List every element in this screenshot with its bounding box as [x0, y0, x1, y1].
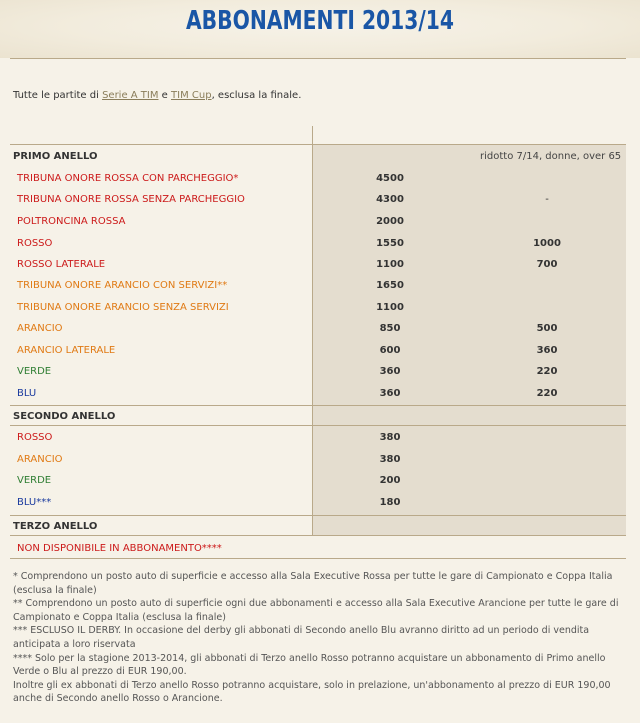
- section-terzo-anello: [10, 516, 626, 538]
- row-label: VERDE: [17, 475, 52, 486]
- row-label: TRIBUNA ONORE ARANCIO CON SERVIZI**: [17, 280, 228, 291]
- table-row: [10, 297, 626, 319]
- footnote: **** Solo per la stagione 2013-2014, gli abbonati di Terzo anello Rosso potranno acquistare un abbonamento di Primo anello Verde o Blu al prezzo di EUR 190,00.: [13, 652, 606, 678]
- table-row: [10, 254, 626, 276]
- table-row: [10, 538, 626, 560]
- price-full: 4500: [376, 173, 404, 184]
- price-full: 360: [379, 388, 401, 399]
- link-tim-cup[interactable]: TIM Cup: [171, 90, 212, 101]
- footnote: * Comprendono un posto auto di superficie e accesso alla Sala Executive Rossa per tutte le gare di Campionato e Coppa Italia (esclusa la finale): [13, 571, 613, 596]
- intro-suffix: , esclusa la finale.: [211, 90, 302, 101]
- row-label: ARANCIO: [17, 323, 63, 334]
- divider: [10, 58, 626, 59]
- reduced-column-header: ridotto 7/14, donne, over 65: [480, 151, 622, 162]
- table-line: [10, 144, 626, 145]
- row-label: TRIBUNA ONORE ROSSA SENZA PARCHEGGIO: [17, 194, 245, 205]
- price-full: 180: [379, 497, 401, 508]
- intro-text: [13, 90, 301, 101]
- price-full: 380: [379, 454, 401, 465]
- table-row: [10, 211, 626, 233]
- table-row: [10, 189, 626, 211]
- price-full: 360: [379, 366, 401, 377]
- row-label: VERDE: [17, 366, 52, 377]
- footnotes: [13, 570, 625, 706]
- price-full: 1100: [376, 259, 404, 270]
- table-row: [10, 470, 626, 492]
- row-label: NON DISPONIBILE IN ABBONAMENTO****: [17, 543, 222, 554]
- table-row: [10, 340, 626, 362]
- link-serie-a[interactable]: Serie A TIM: [102, 90, 159, 101]
- section-heading: PRIMO ANELLO: [13, 151, 98, 162]
- price-full: 1550: [376, 238, 404, 249]
- price-full: 200: [379, 475, 401, 486]
- section-heading: TERZO ANELLO: [13, 521, 98, 532]
- footnote: Inoltre gli ex abbonati di Terzo anello Rosso potranno acquistare, solo in prelazione, un'abbonamento al prezzo di EUR 190,00 anche di Secondo anello Rosso o Arancione.: [13, 679, 611, 705]
- table-row: [10, 492, 626, 514]
- table-row: [10, 361, 626, 383]
- price-reduced: 1000: [533, 238, 561, 249]
- price-full: 380: [379, 432, 401, 443]
- page-title: ABBONAMENTI 2013/14: [185, 6, 455, 36]
- row-label: ROSSO: [17, 432, 53, 443]
- row-label: ROSSO LATERALE: [17, 259, 106, 270]
- price-reduced: 220: [536, 366, 558, 377]
- row-label: TRIBUNA ONORE ROSSA CON PARCHEGGIO*: [17, 173, 239, 184]
- table-row: [10, 168, 626, 190]
- intro-prefix: Tutte le partite di: [13, 90, 103, 101]
- row-label: BLU***: [17, 497, 52, 508]
- table-row: [10, 383, 626, 405]
- section-heading: SECONDO ANELLO: [13, 411, 116, 422]
- price-full: 1650: [376, 280, 404, 291]
- prices-table: [10, 126, 626, 536]
- footnote: *** ESCLUSO IL DERBY. In occasione del derby gli abbonati di Secondo anello Blu avranno diritto ad un periodo di vendita anticipata a loro riservata: [13, 625, 590, 650]
- price-reduced: 360: [536, 345, 558, 356]
- price-full: 1100: [376, 302, 404, 313]
- table-row: [10, 233, 626, 255]
- price-full: 4300: [376, 194, 404, 205]
- section-primo-anello: [10, 146, 626, 168]
- intro-middle: e: [158, 90, 172, 101]
- table-row: [10, 427, 626, 449]
- row-label: ARANCIO LATERALE: [17, 345, 116, 356]
- row-label: BLU: [17, 388, 37, 399]
- price-reduced: 700: [536, 259, 558, 270]
- footnote: ** Comprendono un posto auto di superficie ogni due abbonamenti e accesso alla Sala Executive Arancione per tutte le gare di Campionato e Coppa Italia (esclusa la finale): [13, 598, 619, 623]
- row-label: POLTRONCINA ROSSA: [17, 216, 126, 227]
- price-reduced: 500: [536, 323, 558, 334]
- price-reduced: -: [545, 194, 549, 205]
- row-label: ARANCIO: [17, 454, 63, 465]
- table-row: [10, 449, 626, 471]
- row-label: ROSSO: [17, 238, 53, 249]
- table-row: [10, 318, 626, 340]
- price-full: 2000: [376, 216, 404, 227]
- section-secondo-anello: [10, 406, 626, 428]
- price-full: 850: [379, 323, 401, 334]
- divider: [10, 558, 626, 559]
- price-reduced: 220: [536, 388, 558, 399]
- price-full: 600: [379, 345, 401, 356]
- table-row: [10, 275, 626, 297]
- row-label: TRIBUNA ONORE ARANCIO SENZA SERVIZI: [17, 302, 229, 313]
